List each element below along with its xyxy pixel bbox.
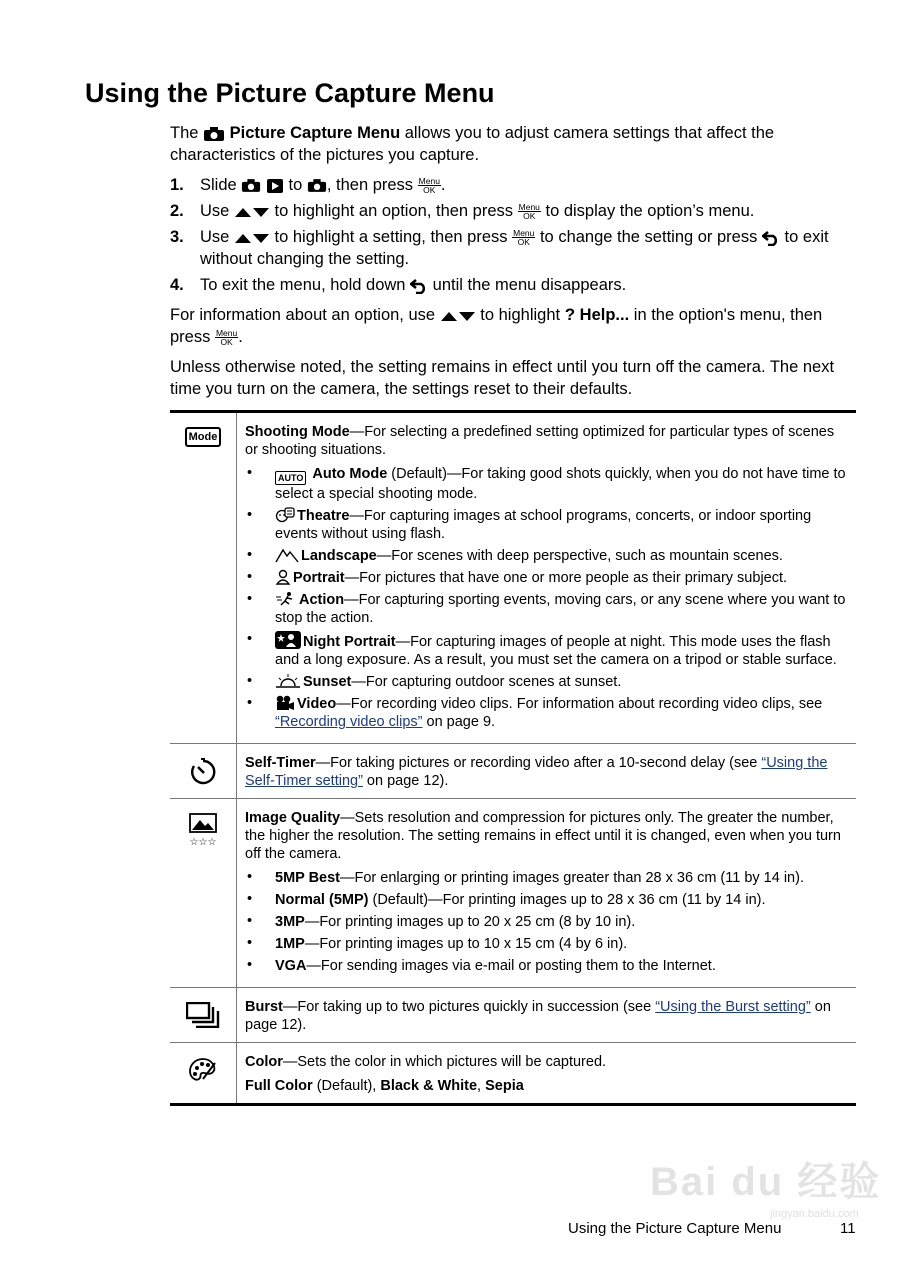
video-icon: [275, 695, 295, 711]
help-text: .: [238, 328, 243, 346]
night-portrait-icon: [275, 631, 301, 649]
step-4: [170, 274, 850, 296]
table-row: [170, 412, 856, 744]
table-row: [170, 988, 856, 1043]
steps-list: [170, 174, 850, 296]
list-item: • Landscape—For scenes with deep perspective, such as mountain scenes.: [245, 547, 850, 565]
step-number: 3.: [170, 228, 184, 246]
step-number: 4.: [170, 276, 184, 294]
color-description: Color—Sets the color in which pictures will be captured. Full Color (Default), Black & White, Sepia: [245, 1054, 607, 1094]
list-item: • Action—For capturing sporting events, moving cars, or any scene where you want to stop the action.: [245, 591, 850, 627]
list-item: • VGA—For sending images via e-mail or posting them to the Internet.: [245, 957, 850, 975]
row-text: —For taking up to two pictures quickly in succession (see: [282, 999, 656, 1015]
row-title: Self-Timer: [245, 755, 316, 771]
quality-stars: ☆☆☆: [189, 837, 217, 848]
row-text: on page 12).: [362, 773, 449, 789]
step-1: [170, 174, 850, 196]
list-item: • Night Portrait—For capturing images of people at night. This mode uses the flash and a long exposure. As a result, you must set the camera on a tripod or stable surface.: [245, 631, 850, 669]
defaults-paragraph: Unless otherwise noted, the setting remains in effect until you turn off the camera. The next time you turn on the camera, the settings reset to their defaults.: [170, 358, 835, 398]
list-item: • AUTO Auto Mode (Default)—For taking good shots quickly, when you do not have time to select a special shooting mode.: [245, 465, 850, 503]
color-palette-icon: [189, 1057, 217, 1083]
step-number: 1.: [170, 176, 184, 194]
playback-icon: [266, 178, 284, 194]
step-3: [170, 226, 850, 270]
row-text: —Sets resolution and compression for pictures only. The greater the number, the higher the resolution. The setting remains in effect until it is changed, even when you turn off the camera.: [245, 810, 841, 862]
up-down-arrows-icon: [440, 310, 476, 322]
list-item: • 5MP Best—For enlarging or printing images greater than 28 x 36 cm (11 by 14 in).: [245, 869, 850, 887]
watermark-url: jingyan.baidu.com: [770, 1208, 859, 1220]
help-text: in the option's menu, then press: [170, 306, 823, 346]
list-item: • Normal (5MP) (Default)—For printing images up to 28 x 36 cm (11 by 14 in).: [245, 891, 850, 909]
burst-icon: [186, 1002, 220, 1028]
help-label: Help...: [579, 306, 630, 324]
intro-paragraph: [170, 122, 850, 166]
burst-description: [237, 988, 857, 1043]
color-option: Full Color: [245, 1078, 313, 1094]
shooting-mode-description: [237, 412, 857, 744]
row-title: Color: [245, 1054, 283, 1070]
row-text: —Sets the color in which pictures will be captured.: [282, 1054, 607, 1070]
menu-ok-icon: Menu OK: [215, 328, 238, 348]
step-text: to change the setting or press: [539, 228, 758, 246]
help-text: For information about an option, use: [170, 306, 436, 324]
step-text: Slide: [200, 176, 237, 194]
step-2: [170, 200, 850, 222]
icon-cell: [170, 799, 237, 988]
step-text: to: [288, 176, 303, 194]
shooting-mode-list: [245, 465, 850, 731]
menu-ok-icon: Menu OK: [418, 176, 440, 196]
step-text: to exit without changing the setting.: [200, 228, 829, 268]
step-number: 2.: [170, 202, 184, 220]
step-text: To exit the menu, hold down: [200, 276, 406, 294]
self-timer-icon: [189, 758, 217, 786]
self-timer-description: [237, 744, 857, 799]
color-option: Black & White: [380, 1078, 478, 1094]
page-title: Using the Picture Capture Menu: [85, 78, 495, 108]
recording-video-clips-link[interactable]: “Recording video clips”: [275, 714, 423, 730]
icon-cell: [170, 412, 237, 744]
menu-ok-icon: Menu OK: [518, 202, 540, 222]
row-text: on page 12).: [245, 999, 831, 1033]
step-text: .: [440, 176, 446, 194]
camera-icon: [241, 178, 261, 193]
image-quality-list: [245, 869, 850, 975]
list-item: • Sunset—For capturing outdoor scenes at sunset.: [245, 673, 850, 691]
row-text: —For taking pictures or recording video after a 10-second delay (see: [315, 755, 762, 771]
step-text: Use: [200, 228, 230, 246]
step-text: Use: [200, 202, 230, 220]
action-icon: [275, 591, 297, 607]
intro-text: allows you to adjust camera settings that affect the characteristics of the pictures you capture.: [170, 124, 775, 164]
landscape-icon: [275, 547, 299, 563]
page-number: 11: [840, 1220, 856, 1237]
intro-section: [170, 122, 850, 408]
options-table: [170, 410, 856, 1106]
intro-text: The: [170, 124, 199, 142]
list-item: • Theatre—For capturing images at school programs, concerts, or indoor sporting events without using flash.: [245, 507, 850, 543]
list-item: • Portrait—For pictures that have one or more people as their primary subject.: [245, 569, 850, 587]
list-item: • 3MP—For printing images up to 20 x 25 cm (8 by 10 in).: [245, 913, 850, 931]
footer-title: Using the Picture Capture Menu: [568, 1220, 782, 1237]
table-row: [170, 744, 856, 799]
step-text: , then press: [326, 176, 414, 194]
back-arrow-icon: [410, 278, 428, 294]
list-item: • 1MP—For printing images up to 10 x 15 cm (4 by 6 in).: [245, 935, 850, 953]
step-text: to highlight a setting, then press: [274, 228, 508, 246]
table-row: [170, 799, 856, 988]
camera-icon: [203, 126, 225, 142]
burst-setting-link[interactable]: “Using the Burst setting”: [655, 999, 811, 1015]
menu-ok-icon: Menu OK: [513, 228, 535, 248]
icon-cell: [170, 988, 237, 1043]
step-text: until the menu disappears.: [432, 276, 627, 294]
icon-cell: [170, 1043, 237, 1105]
table-row: [170, 1043, 856, 1105]
help-text: to highlight: [480, 306, 561, 324]
help-question-icon: ?: [564, 305, 576, 324]
self-timer-link[interactable]: “Using the Self-Timer setting”: [245, 755, 828, 789]
help-paragraph: [170, 304, 850, 348]
picture-capture-menu-label: Picture Capture Menu: [229, 124, 401, 142]
theatre-icon: [275, 507, 295, 523]
up-down-arrows-icon: [234, 232, 270, 244]
image-quality-description: [237, 799, 857, 988]
row-title: Burst: [245, 999, 283, 1015]
row-title: Shooting Mode: [245, 424, 350, 440]
back-arrow-icon: [762, 230, 780, 246]
step-text: to display the option’s menu.: [545, 202, 755, 220]
step-text: to highlight an option, then press: [274, 202, 514, 220]
mode-icon: Mode: [185, 427, 222, 447]
list-item: • Video—For recording video clips. For information about recording video clips, see “Recording video clips” on page 9.: [245, 695, 850, 731]
auto-mode-icon: AUTO: [275, 471, 306, 485]
icon-cell: [170, 744, 237, 799]
sunset-icon: [275, 673, 301, 689]
row-title: Image Quality: [245, 810, 341, 826]
up-down-arrows-icon: [234, 206, 270, 218]
image-quality-icon: [189, 813, 217, 833]
color-option: Sepia: [485, 1078, 524, 1094]
portrait-icon: [275, 569, 291, 585]
camera-icon: [307, 178, 327, 193]
row-text: —For selecting a predefined setting optimized for particular types of scenes or shooting situations.: [245, 424, 835, 458]
watermark-logo: Bai du 经验: [650, 1160, 882, 1204]
